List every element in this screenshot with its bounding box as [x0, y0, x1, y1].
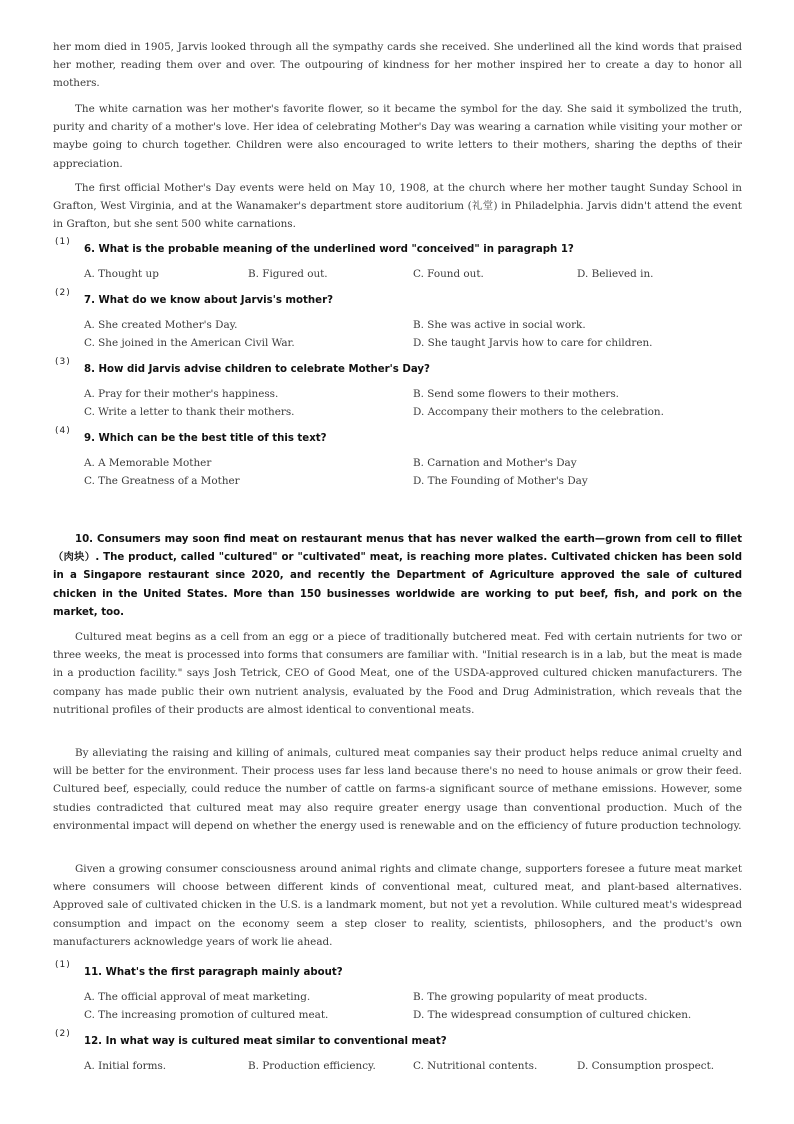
option-b[interactable]: B. Send some flowers to their mothers. [413, 388, 619, 400]
option-d[interactable]: D. She taught Jarvis how to care for children. [413, 337, 653, 349]
paragraph-given: Given a growing consumer consciousness around animal rights and climate change, supporters foresee a future meat market where consumers will choose between different kinds of conventional meat, cultured meat, and plant-based alternatives. Approved sale of cultivated chicken in the U.S. is a landmark moment, but not yet a revolution. While cultured meat's widespread consumption and impact on the economy seem a step closer to reality, scientists, philosophers, and the product's own manufacturers acknowledge years of work lie ahead. [53, 863, 742, 948]
option-b[interactable]: B. Figured out. [248, 268, 328, 280]
paragraph-alleviating: By alleviating the raising and killing of animals, cultured meat companies say their product helps reduce animal cruelty and will be better for the environment. Their process uses far less land because there's no need to house animals or grow their feed. Cultured beef, especially, could reduce the number of cattle on farms-a significant source of methane emissions. However, some studies contradicted that cultured meat may also require greater energy usage than conventional production. Much of the environmental impact will depend on whether the energy used is renewable and on the efficiency of future production technology. [53, 747, 742, 832]
question-11-text: 11. What's the first paragraph mainly about? [84, 967, 343, 978]
paragraph-first-events: The first official Mother's Day events were held on May 10, 1908, at the church where her mother taught Sunday School in Grafton, West Virginia, and at the Wanamaker's department store auditorium (礼堂) in Philadelphia. Jarvis didn't attend the event in Grafton, but she sent 500 white carnations. [53, 182, 742, 231]
option-a[interactable]: A. She created Mother's Day. [84, 319, 238, 331]
paragraph-mom-died: her mom died in 1905, Jarvis looked through all the sympathy cards she received. She underlined all the kind words that praised her mother, reading them over and over. The outpouring of kindness for her mother inspired her to create a day to honor all mothers. [53, 41, 742, 90]
question-7-text: 7. What do we know about Jarvis's mother? [84, 295, 334, 306]
option-c[interactable]: C. The increasing promotion of cultured meat. [84, 1009, 329, 1021]
question-number: (2) [55, 288, 71, 298]
option-d[interactable]: D. Accompany their mothers to the celebration. [413, 406, 664, 418]
question-number: (1) [55, 237, 71, 247]
question-number: (4) [55, 426, 71, 436]
question-6-text: 6. What is the probable meaning of the underlined word "conceived" in paragraph 1? [84, 244, 574, 255]
option-c[interactable]: C. Nutritional contents. [413, 1060, 538, 1072]
option-d[interactable]: D. The Founding of Mother's Day [413, 475, 588, 487]
question-number: (3) [55, 357, 71, 367]
passage-2-intro: 10. Consumers may soon find meat on restaurant menus that has never walked the earth—grown from cell to fillet （肉块）. The product, called "cultured" or "cultivated" meat, is reaching more plates. Cultivated chicken has been sold in a Singapore restaurant since 2020, and recently the Department of Agriculture approved the sale of cultured chicken in the United States. More than 150 businesses worldwide are working to put beef, fish, and pork on the market, too. [53, 534, 742, 618]
option-c[interactable]: C. She joined in the American Civil War. [84, 337, 295, 349]
option-b[interactable]: B. Carnation and Mother's Day [413, 457, 577, 469]
option-a[interactable]: A. Pray for their mother's happiness. [84, 388, 279, 400]
option-a[interactable]: A. The official approval of meat marketing. [84, 991, 311, 1003]
option-a[interactable]: A. Thought up [84, 268, 159, 280]
option-d[interactable]: D. The widespread consumption of cultured chicken. [413, 1009, 692, 1021]
question-12-text: 12. In what way is cultured meat similar to conventional meat? [84, 1036, 447, 1047]
option-a[interactable]: A. A Memorable Mother [84, 457, 212, 469]
question-8-text: 8. How did Jarvis advise children to celebrate Mother's Day? [84, 364, 430, 375]
option-c[interactable]: C. Found out. [413, 268, 484, 280]
question-number: (1) [55, 960, 71, 970]
option-d[interactable]: D. Believed in. [577, 268, 654, 280]
option-b[interactable]: B. The growing popularity of meat products. [413, 991, 648, 1003]
option-c[interactable]: C. Write a letter to thank their mothers. [84, 406, 295, 418]
paragraph-carnation: The white carnation was her mother's favorite flower, so it became the symbol for the day. She said it symbolized the truth, purity and charity of a mother's love. Her idea of celebrating Mother's Day was wearing a carnation while visiting your mother or maybe going to church together. Children were also encouraged to write letters to their mothers, sharing the depths of their appreciation. [53, 103, 742, 170]
option-c[interactable]: C. The Greatness of a Mother [84, 475, 240, 487]
question-number: (2) [55, 1029, 71, 1039]
paragraph-cultured-begins: Cultured meat begins as a cell from an egg or a piece of traditionally butchered meat. Fed with certain nutrients for two or three weeks, the meat is processed into forms that consumers are familiar with. "Initial research is in a lab, but the meat is made in a production facility." says Josh Tetrick, CEO of Good Meat, one of the USDA-approved cultured chicken manufacturers. The company has made public their own nutrient analysis, evaluated by the Food and Drug Administration, which reveals that the nutritional profiles of their products are almost identical to conventional meats. [53, 631, 742, 716]
option-b[interactable]: B. Production efficiency. [248, 1060, 376, 1072]
option-a[interactable]: A. Initial forms. [84, 1060, 167, 1072]
option-d[interactable]: D. Consumption prospect. [577, 1060, 715, 1072]
option-b[interactable]: B. She was active in social work. [413, 319, 586, 331]
question-9-text: 9. Which can be the best title of this text? [84, 433, 327, 444]
